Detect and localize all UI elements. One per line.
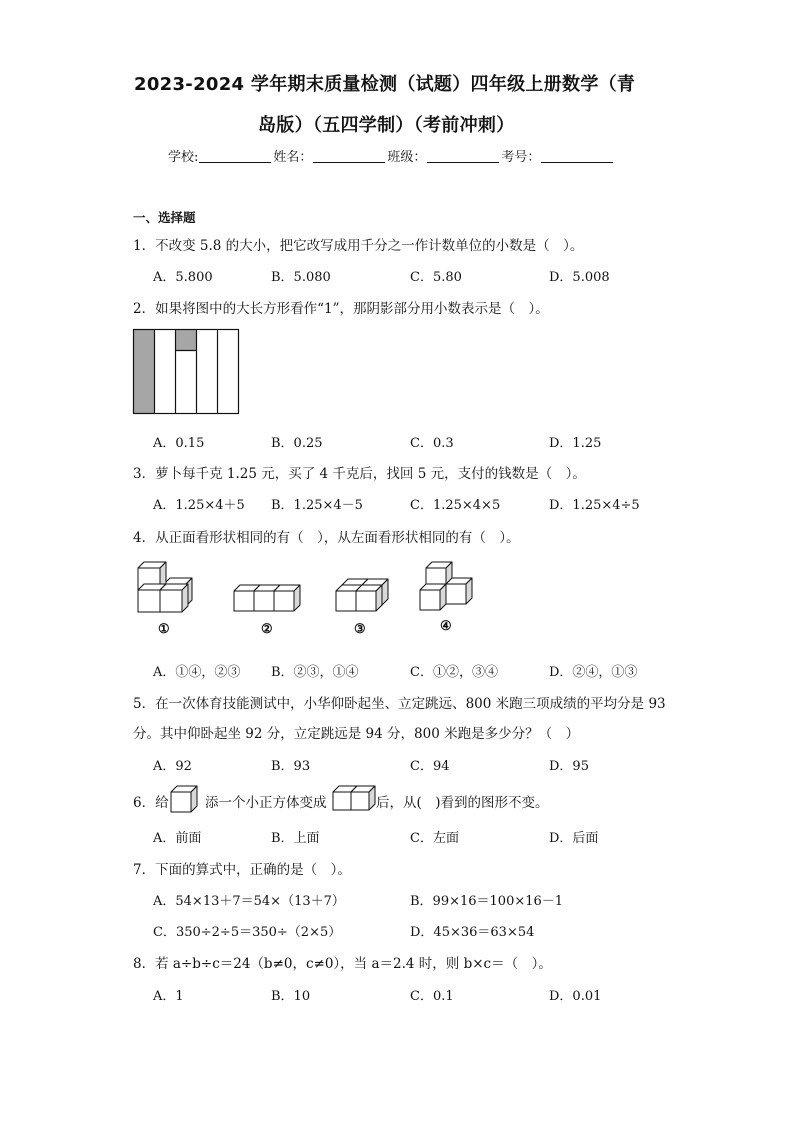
- class-blank[interactable]: [427, 149, 499, 163]
- q2-option-b[interactable]: B．0.25: [271, 436, 323, 451]
- question-3-stem: 3．萝卜每千克 1.25 元，买了 4 千克后，找回 5 元，支付的钱数是（ ）。: [133, 466, 586, 482]
- cube-front-face: [333, 792, 351, 810]
- q6-single-cube-figure: [169, 782, 203, 816]
- q1-option-c[interactable]: C．5.80: [410, 270, 462, 285]
- q5-option-a[interactable]: A．92: [153, 759, 192, 774]
- question-6-stem-part3: 后，从( )看到的图形不变。: [376, 795, 549, 811]
- question-4-stem: 4．从正面看形状相同的有（ ），从左面看形状相同的有（ ）。: [133, 530, 520, 546]
- q3-option-d[interactable]: D．1.25×4÷5: [549, 498, 640, 513]
- q2-shaded-square: [176, 330, 197, 351]
- q4-option-b[interactable]: B．②③，①④: [271, 665, 359, 680]
- q2-rectangle-figure: [133, 329, 241, 415]
- q6-option-d[interactable]: D．后面: [549, 831, 599, 846]
- q2-shaded-strip: [134, 330, 155, 414]
- cube-front-face: [234, 591, 254, 611]
- question-6-stem-part2: 添一个小正方体变成: [205, 795, 327, 811]
- q4-option-d[interactable]: D．②④，①③: [549, 665, 638, 680]
- q5-option-d[interactable]: D．95: [549, 759, 589, 774]
- q7-option-c[interactable]: C．350÷2÷5＝350÷（2×5）: [153, 925, 342, 940]
- cube-front-face: [446, 584, 466, 604]
- cube-front-face: [356, 591, 376, 611]
- q1-option-b[interactable]: B．5.080: [271, 270, 331, 285]
- q1-option-d[interactable]: D．5.008: [549, 270, 610, 285]
- q8-option-b[interactable]: B．10: [271, 989, 311, 1004]
- q8-option-a[interactable]: A．1: [153, 989, 184, 1004]
- q3-option-a[interactable]: A．1.25×4＋5: [153, 498, 245, 513]
- cube-front-face: [420, 590, 440, 610]
- cube-front-face: [160, 590, 182, 612]
- exam-no-label: 考号：: [501, 150, 541, 165]
- name-label: 姓名：: [273, 150, 313, 165]
- q4-option-a[interactable]: A．①④，②③: [153, 665, 241, 680]
- q8-option-c[interactable]: C．0.1: [410, 989, 454, 1004]
- page-title-line1: 2023-2024 学年期末质量检测（试题）四年级上册数学（青: [134, 74, 636, 95]
- q6-option-b[interactable]: B．上面: [271, 831, 320, 846]
- q2-option-a[interactable]: A．0.15: [153, 436, 205, 451]
- q4-option-c[interactable]: C．①②，③④: [410, 665, 498, 680]
- q3-option-b[interactable]: B．1.25×4－5: [271, 498, 363, 513]
- school-label: 学校:: [168, 150, 199, 165]
- class-label: 班级：: [387, 150, 427, 165]
- question-2-stem: 2．如果将图中的大长方形看作“1”，那阴影部分用小数表示是（ ）。: [133, 301, 549, 317]
- student-info-line: [168, 146, 615, 165]
- cube-front-face: [171, 792, 191, 812]
- q1-option-a[interactable]: A．5.800: [153, 270, 213, 285]
- exam-no-blank[interactable]: [541, 149, 613, 163]
- cube-front-face: [138, 590, 160, 612]
- q5-option-b[interactable]: B．93: [271, 759, 311, 774]
- question-6-stem-part1: 6．给: [133, 795, 169, 811]
- name-blank[interactable]: [313, 149, 385, 163]
- q6-option-c[interactable]: C．左面: [410, 831, 459, 846]
- cube-front-face: [274, 591, 294, 611]
- cube-front-face: [336, 591, 356, 611]
- q4-cube-figures: [130, 558, 490, 640]
- q2-option-c[interactable]: C．0.3: [410, 436, 454, 451]
- question-1-stem: 1．不改变 5.8 的大小，把它改写成用千分之一作计数单位的小数是（ ）。: [133, 238, 584, 254]
- q6-double-cube-figure: [331, 782, 375, 816]
- section-heading: 一、选择题: [133, 210, 196, 225]
- q4-figure-label-3: ③: [354, 622, 366, 637]
- page-title-line2: 岛版）（五四学制）（考前冲刺）: [258, 115, 515, 136]
- q3-option-c[interactable]: C．1.25×4×5: [410, 498, 501, 513]
- question-5-stem-line2: 分。其中仰卧起坐 92 分，立定跳远是 94 分，800 米跑是多少分？（ ）: [133, 726, 580, 742]
- q6-option-a[interactable]: A．前面: [153, 831, 202, 846]
- q4-figure-label-4: ④: [440, 619, 452, 634]
- q7-option-b[interactable]: B．99×16＝100×16－1: [410, 894, 564, 909]
- question-7-stem: 7．下面的算式中，正确的是（ ）。: [133, 862, 351, 878]
- cube-front-face: [254, 591, 274, 611]
- q7-option-d[interactable]: D．45×36＝63×54: [410, 925, 535, 940]
- q7-option-a[interactable]: A．54×13＋7＝54×（13＋7）: [153, 894, 345, 909]
- question-8-stem: 8．若 a÷b÷c＝24（b≠0，c≠0），当 a＝2.4 时，则 b×c＝（ ）。: [133, 956, 552, 972]
- q4-figure-label-1: ①: [158, 622, 170, 637]
- q5-option-c[interactable]: C．94: [410, 759, 450, 774]
- question-5-stem-line1: 5．在一次体育技能测试中，小华仰卧起坐、立定跳远、800 米跑三项成绩的平均分是 93: [133, 696, 666, 712]
- school-blank[interactable]: [199, 149, 271, 163]
- cube-front-face: [351, 792, 369, 810]
- q4-figure-label-2: ②: [261, 622, 273, 637]
- q2-option-d[interactable]: D．1.25: [549, 436, 602, 451]
- q8-option-d[interactable]: D．0.01: [549, 989, 602, 1004]
